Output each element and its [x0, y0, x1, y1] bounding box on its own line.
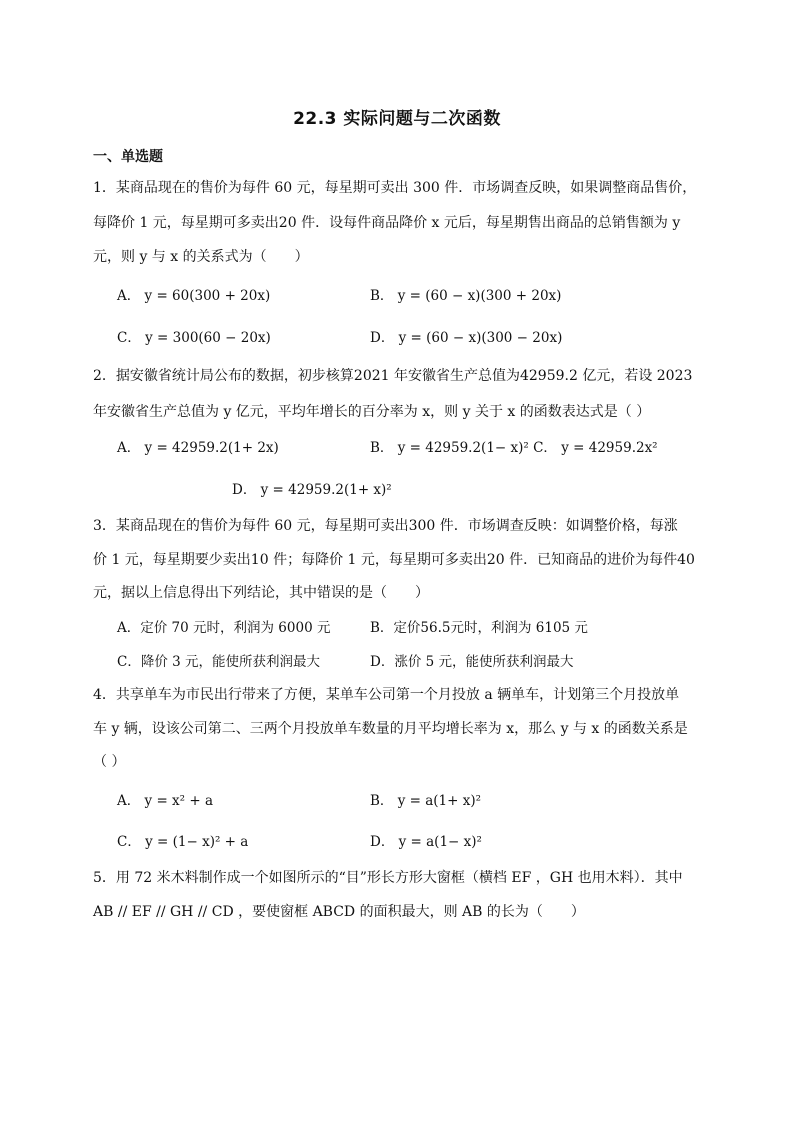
question-3-option-d: D．涨价 5 元，能使所获利润最大: [370, 654, 574, 670]
question-1-text-line-1: 1．某商品现在的售价为每件 60 元，每星期可卖出 300 件．市场调查反映，如果调整商品售价，: [93, 180, 697, 196]
question-4-option-b: B． y = a(1+ x)²: [370, 793, 482, 809]
question-1-option-d: D． y = (60 − x)(300 − 20x): [370, 330, 563, 346]
question-5-text-line-2: AB // EF // GH // CD ，要使窗框 ABCD 的面积最大，则 AB 的长为（ ）: [93, 904, 585, 920]
question-4-option-d: D． y = a(1− x)²: [370, 834, 482, 850]
question-1-option-c: C． y = 300(60 − 20x): [117, 330, 271, 346]
question-4-text-line-2: 车 y 辆，设该公司第二、三两个月投放单车数量的月平均增长率为 x，那么 y 与 x 的函数关系是: [93, 721, 688, 737]
question-2-text-line-1: 2．据安徽省统计局公布的数据，初步核算2021 年安徽省生产总值为42959.2 亿元，若设 2023: [93, 368, 693, 384]
question-2-option-d: D． y = 42959.2(1+ x)²: [232, 482, 392, 498]
question-3-option-b: B．定价56.5元时，利润为 6105 元: [370, 620, 588, 636]
question-4-option-a: A． y = x² + a: [117, 793, 214, 809]
question-4-text-line-1: 4．共享单车为市民出行带来了方便，某单车公司第一个月投放 a 辆单车，计划第三个月投放单: [93, 687, 680, 703]
section-heading: 一、单选题: [93, 149, 163, 165]
question-1-text-line-3: 元，则 y 与 x 的关系式为（ ）: [93, 249, 309, 265]
page-title: 22.3 实际问题与二次函数: [293, 109, 501, 129]
question-3-option-a: A．定价 70 元时，利润为 6000 元: [117, 620, 331, 636]
question-4-text-line-3: （ ）: [93, 754, 126, 770]
question-2-text-line-2: 年安徽省生产总值为 y 亿元，平均年增长的百分率为 x，则 y 关于 x 的函数表达式是（ ）: [93, 404, 651, 420]
question-4-option-c: C． y = (1− x)² + a: [117, 834, 249, 850]
question-2-option-a: A． y = 42959.2(1+ 2x): [117, 440, 279, 456]
question-1-option-b: B． y = (60 − x)(300 + 20x): [370, 288, 562, 304]
question-5-text-line-1: 5．用 72 米木料制作成一个如图所示的“目”形长方形大窗框（横档 EF ，GH 也用木料）．其中: [93, 870, 683, 886]
question-3-text-line-3: 元，据以上信息得出下列结论，其中错误的是（ ）: [93, 585, 429, 601]
question-1-option-a: A． y = 60(300 + 20x): [117, 288, 271, 304]
question-3-text-line-1: 3．某商品现在的售价为每件 60 元，每星期可卖出300 件．市场调查反映：如调整价格，每涨: [93, 518, 678, 534]
question-1-text-line-2: 每降价 1 元，每星期可多卖出20 件．设每件商品降价 x 元后，每星期售出商品的总销售额为 y: [93, 215, 681, 231]
question-2-option-b-c: B． y = 42959.2(1− x)² C． y = 42959.2x²: [370, 440, 658, 456]
question-3-text-line-2: 价 1 元，每星期要少卖出10 件；每降价 1 元，每星期可多卖出20 件．已知商品的进价为每件40: [93, 552, 695, 568]
question-3-option-c: C．降价 3 元，能使所获利润最大: [117, 654, 321, 670]
